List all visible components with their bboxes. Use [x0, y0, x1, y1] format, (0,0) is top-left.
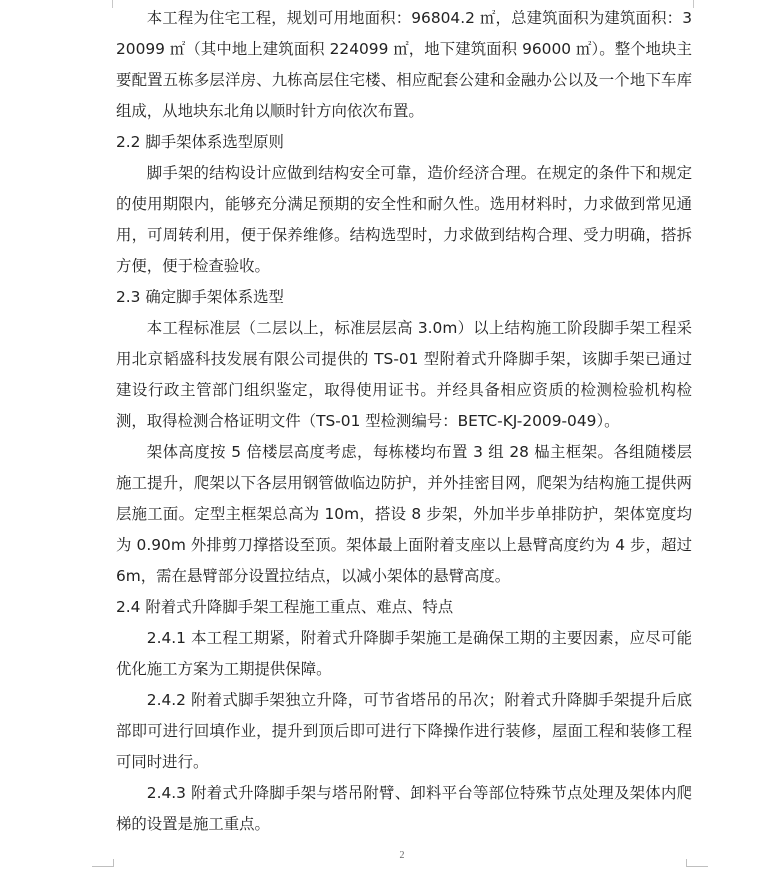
page-frame-left-mark: [112, 0, 113, 8]
document-body: [116, 0, 692, 840]
section-heading-2-2: 2.2 脚手架体系选型原则: [116, 133, 284, 151]
page-corner-line-right: [686, 866, 708, 867]
page-number: 2: [399, 850, 405, 861]
body-paragraph-project-overview: 本工程为住宅工程，规划可用地面积：96804.2 ㎡，总建筑面积为建筑面积：320099 ㎡（其中地上建筑面积 224099 ㎡，地下建筑面积 96000 ㎡）。整个地块主要配置五栋多层洋房、九栋高层住宅楼、相应配套公建和金融办公以及一个地下车库组成，从地块东北角以顺时针方向依次布置。: [116, 9, 692, 120]
body-paragraph-2-4-1: 2.4.1 本工程工期紧，附着式升降脚手架施工是确保工期的主要因素，应尽可能优化施工方案为工期提供保障。: [116, 629, 692, 678]
page-corner-mark-right: [686, 859, 687, 867]
body-paragraph-frame-height: 架体高度按 5 倍楼层高度考虑，每栋楼均布置 3 组 28 榀主框架。各组随楼层施工提升，爬架以下各层用钢管做临边防护，并外挂密目网，爬架为结构施工提供两层施工面。定型主框架总高为 10m，搭设 8 步架，外加半步单排防护，架体宽度均为 0.90m 外排剪刀撑搭设至顶。架体最上面附着支座以上悬臂高度约为 4 步，超过 6m，需在悬臂部分设置拉结点，以减小架体的悬臂高度。: [116, 443, 692, 585]
page-frame-right-mark: [693, 0, 694, 8]
section-heading-2-3: 2.3 确定脚手架体系选型: [116, 288, 284, 306]
section-heading-2-4: 2.4 附着式升降脚手架工程施工重点、难点、特点: [116, 598, 454, 616]
body-paragraph-scaffold-type: 本工程标准层（二层以上，标准层层高 3.0m）以上结构施工阶段脚手架工程采用北京韬盛科技发展有限公司提供的 TS-01 型附着式升降脚手架，该脚手架已通过建设行政主管部门组织鉴定，取得使用证书。并经具备相应资质的检测检验机构检测，取得检测合格证明文件（TS-01 型检测编号：BETC-KJ-2009-049）。: [116, 319, 692, 430]
body-paragraph-2-4-3: 2.4.3 附着式升降脚手架与塔吊附臂、卸料平台等部位特殊节点处理及架体内爬梯的设置是施工重点。: [116, 784, 692, 833]
body-paragraph-selection-principle: 脚手架的结构设计应做到结构安全可靠，造价经济合理。在规定的条件下和规定的使用期限内，能够充分满足预期的安全性和耐久性。选用材料时，力求做到常见通用，可周转利用，便于保养维修。结构选型时，力求做到结构合理、受力明确，搭拆方便，便于检查验收。: [116, 164, 692, 275]
body-paragraph-2-4-2: 2.4.2 附着式脚手架独立升降，可节省塔吊的吊次；附着式升降脚手架提升后底部即可进行回填作业，提升到顶后即可进行下降操作进行装修，屋面工程和装修工程可同时进行。: [116, 691, 692, 771]
page-corner-line-left: [92, 866, 114, 867]
